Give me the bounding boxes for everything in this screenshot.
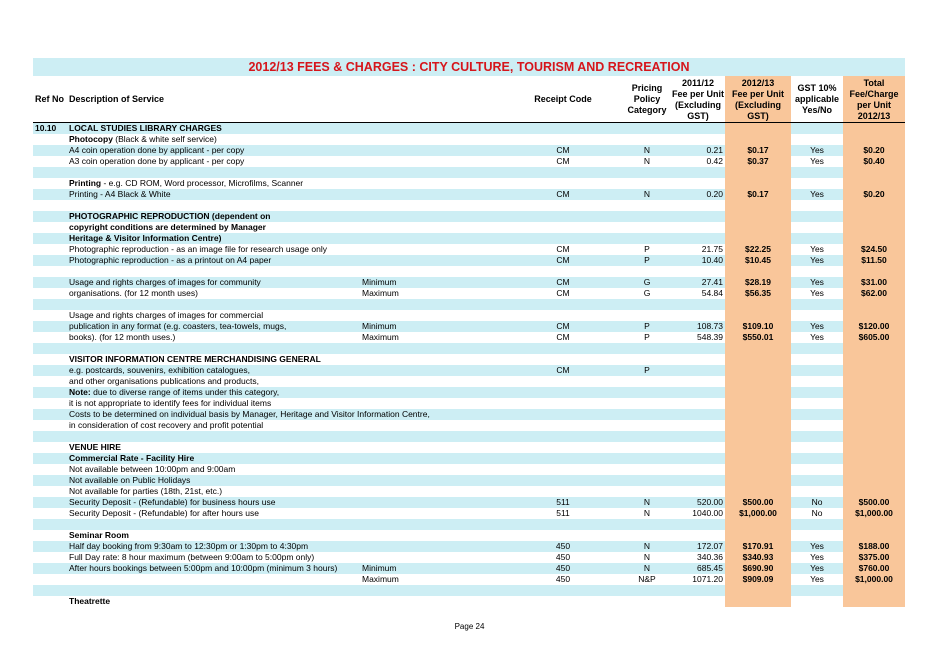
fee-2012-13-cell-bg bbox=[725, 178, 791, 189]
description-text: Half day booking from 9:30am to 12:30pm or 1:30pm to 4:30pm bbox=[69, 541, 309, 551]
fee-2012-13-cell-bg bbox=[725, 475, 791, 486]
service-description bbox=[69, 442, 121, 453]
fee-2012-13-cell-bg bbox=[725, 530, 791, 541]
fee-2012-13: $690.90 bbox=[742, 563, 774, 573]
total-cell-bg bbox=[843, 123, 905, 134]
table-row bbox=[33, 189, 905, 200]
table-row bbox=[33, 585, 905, 596]
service-description bbox=[69, 156, 244, 167]
table-row bbox=[33, 299, 905, 310]
pricing-category: N bbox=[643, 541, 651, 551]
description-text: Printing bbox=[69, 178, 102, 188]
pricing-category: P bbox=[644, 365, 650, 375]
fee-2012-13: $109.10 bbox=[742, 321, 774, 331]
pricing-category: N bbox=[643, 145, 651, 155]
service-description bbox=[69, 420, 263, 431]
description-text: and other organisations publications and products, bbox=[69, 376, 259, 386]
service-description bbox=[69, 145, 244, 156]
fee-2011-12: 1071.20 bbox=[692, 574, 723, 584]
fee-2012-13-cell-bg bbox=[725, 167, 791, 178]
service-description bbox=[69, 387, 279, 398]
total-cell-bg bbox=[843, 475, 905, 486]
service-description bbox=[69, 244, 327, 255]
receipt-code: CM bbox=[556, 189, 570, 199]
range-label: Maximum bbox=[362, 288, 399, 298]
description-text: After hours bookings between 5:00pm and 10:00pm (minimum 3 hours) bbox=[69, 563, 338, 573]
gst-applicable: Yes bbox=[810, 244, 824, 254]
table-row bbox=[33, 530, 905, 541]
gst-applicable: No bbox=[811, 497, 823, 507]
fee-2011-12: 0.20 bbox=[706, 189, 723, 199]
range-label: Maximum bbox=[362, 574, 399, 584]
total-cell-bg bbox=[843, 178, 905, 189]
total-cell-bg bbox=[843, 409, 905, 420]
description-text: Seminar Room bbox=[69, 530, 129, 540]
fee-2012-13-cell-bg bbox=[725, 343, 791, 354]
table-row bbox=[33, 343, 905, 354]
table-row bbox=[33, 332, 905, 343]
table-row bbox=[33, 156, 905, 167]
description-text: Note: bbox=[69, 387, 91, 397]
receipt-code: CM bbox=[556, 277, 570, 287]
total-cell-bg bbox=[843, 167, 905, 178]
total-cell-bg bbox=[843, 310, 905, 321]
total-fee: $605.00 bbox=[858, 332, 890, 342]
service-description bbox=[69, 530, 129, 541]
description-text: A4 coin operation done by applicant - per copy bbox=[69, 145, 245, 155]
total-cell-bg bbox=[843, 354, 905, 365]
table-row bbox=[33, 475, 905, 486]
table-row bbox=[33, 365, 905, 376]
table-row bbox=[33, 486, 905, 497]
total-cell-bg bbox=[843, 464, 905, 475]
table-row bbox=[33, 321, 905, 332]
fee-2011-12: 21.75 bbox=[701, 244, 723, 254]
service-description bbox=[69, 464, 235, 475]
receipt-code: CM bbox=[556, 365, 570, 375]
service-description bbox=[69, 376, 259, 387]
fee-2012-13: $0.17 bbox=[747, 189, 769, 199]
service-description bbox=[69, 310, 263, 321]
total-cell-bg bbox=[843, 530, 905, 541]
fee-2012-13-cell-bg bbox=[725, 354, 791, 365]
gst-applicable: Yes bbox=[810, 255, 824, 265]
header-receipt-code: Receipt Code bbox=[534, 94, 592, 104]
fee-2012-13-cell-bg bbox=[725, 299, 791, 310]
total-cell-bg bbox=[843, 365, 905, 376]
receipt-code: CM bbox=[556, 156, 570, 166]
fee-2011-12: 548.39 bbox=[697, 332, 723, 342]
description-rest: due to diverse range of items under this category, bbox=[90, 387, 280, 397]
fee-2012-13: $10.45 bbox=[745, 255, 771, 265]
table-row bbox=[33, 442, 905, 453]
header-2012-13-fee: 2012/13 Fee per Unit (Excluding GST) bbox=[731, 78, 784, 121]
pricing-category: G bbox=[643, 277, 651, 287]
pricing-category: P bbox=[644, 255, 650, 265]
total-cell-bg bbox=[843, 585, 905, 596]
description-text: Heritage & Visitor Information Centre) bbox=[69, 233, 222, 243]
table-row bbox=[33, 519, 905, 530]
description-text: Security Deposit - (Refundable) for after hours use bbox=[69, 508, 259, 518]
receipt-code: 450 bbox=[555, 541, 571, 551]
description-text: Costs to be determined on individual basis by Manager, Heritage and Visitor Information Centre, bbox=[69, 409, 430, 419]
fee-2012-13: $909.09 bbox=[742, 574, 774, 584]
service-description bbox=[69, 541, 308, 552]
header-gst: GST 10% applicable Yes/No bbox=[794, 83, 839, 115]
fee-2012-13-cell-bg bbox=[725, 365, 791, 376]
table-row bbox=[33, 354, 905, 365]
description-text: copyright conditions are determined by Manager bbox=[69, 222, 266, 232]
service-description bbox=[69, 486, 222, 497]
gst-applicable: Yes bbox=[810, 189, 824, 199]
table-row bbox=[33, 387, 905, 398]
fee-2012-13: $56.35 bbox=[745, 288, 771, 298]
header-ref-no: Ref No bbox=[35, 94, 64, 104]
gst-applicable: Yes bbox=[810, 541, 824, 551]
receipt-code: CM bbox=[556, 332, 570, 342]
service-description bbox=[69, 178, 303, 189]
description-text: Printing - A4 Black & White bbox=[69, 189, 171, 199]
table-row bbox=[33, 277, 905, 288]
total-fee: $0.40 bbox=[863, 156, 885, 166]
total-cell-bg bbox=[843, 442, 905, 453]
total-fee: $24.50 bbox=[861, 244, 887, 254]
pricing-category: N bbox=[643, 189, 651, 199]
total-fee: $0.20 bbox=[863, 189, 885, 199]
table-row bbox=[33, 453, 905, 464]
fee-2012-13-cell-bg bbox=[725, 123, 791, 134]
fee-2012-13: $22.25 bbox=[745, 244, 771, 254]
page-number: Page 24 bbox=[454, 622, 485, 631]
fee-2012-13-cell-bg bbox=[725, 200, 791, 211]
table-row bbox=[33, 233, 905, 244]
page-title: 2012/13 FEES & CHARGES : CITY CULTURE, TOURISM AND RECREATION bbox=[248, 60, 690, 74]
fee-2012-13: $1,000.00 bbox=[739, 508, 777, 518]
pricing-category: N bbox=[643, 497, 651, 507]
table-row bbox=[33, 123, 905, 134]
receipt-code: CM bbox=[556, 244, 570, 254]
gst-applicable: Yes bbox=[810, 156, 824, 166]
fee-2012-13-cell-bg bbox=[725, 376, 791, 387]
description-text: in consideration of cost recovery and profit potential bbox=[69, 420, 264, 430]
total-cell-bg bbox=[843, 299, 905, 310]
fee-2012-13-cell-bg bbox=[725, 398, 791, 409]
fee-2012-13-cell-bg bbox=[725, 420, 791, 431]
description-text: Security Deposit - (Refundable) for business hours use bbox=[69, 497, 276, 507]
total-fee: $760.00 bbox=[858, 563, 890, 573]
fee-2011-12: 340.36 bbox=[697, 552, 723, 562]
table-row bbox=[33, 288, 905, 299]
description-text: A3 coin operation done by applicant - per copy bbox=[69, 156, 245, 166]
gst-applicable: Yes bbox=[810, 145, 824, 155]
service-description bbox=[69, 497, 275, 508]
total-fee: $188.00 bbox=[858, 541, 890, 551]
description-text: e.g. postcards, souvenirs, exhibition catalogues, bbox=[69, 365, 250, 375]
fee-2012-13-cell-bg bbox=[725, 409, 791, 420]
total-fee: $62.00 bbox=[861, 288, 887, 298]
table-row bbox=[33, 508, 905, 519]
fee-2011-12: 0.42 bbox=[706, 156, 723, 166]
total-fee: $1,000.00 bbox=[855, 574, 893, 584]
total-cell-bg bbox=[843, 200, 905, 211]
table-row bbox=[33, 420, 905, 431]
table-row bbox=[33, 222, 905, 233]
table-row bbox=[33, 376, 905, 387]
fee-2011-12: 172.07 bbox=[697, 541, 723, 551]
description-text: Not available between 10:00pm and 9:00am bbox=[69, 464, 236, 474]
service-description bbox=[69, 398, 271, 409]
range-label: Minimum bbox=[362, 321, 397, 331]
service-description bbox=[69, 134, 217, 145]
table-row bbox=[33, 255, 905, 266]
pricing-category: N bbox=[643, 552, 651, 562]
table-row bbox=[33, 464, 905, 475]
total-cell-bg bbox=[843, 596, 905, 607]
fee-2012-13: $170.91 bbox=[742, 541, 774, 551]
pricing-category: P bbox=[644, 321, 650, 331]
fee-2012-13-cell-bg bbox=[725, 266, 791, 277]
fee-2012-13: $0.17 bbox=[747, 145, 769, 155]
pricing-category: P bbox=[644, 244, 650, 254]
description-text: Usage and rights charges of images for community bbox=[69, 277, 261, 287]
table-row bbox=[33, 211, 905, 222]
total-cell-bg bbox=[843, 222, 905, 233]
total-fee: $31.00 bbox=[861, 277, 887, 287]
service-description bbox=[69, 563, 337, 574]
table-row bbox=[33, 431, 905, 442]
description-rest: (Black & white self service) bbox=[112, 134, 217, 144]
description-text: VISITOR INFORMATION CENTRE MERCHANDISING GENERAL bbox=[69, 354, 321, 364]
receipt-code: 450 bbox=[555, 563, 571, 573]
table-row bbox=[33, 134, 905, 145]
description-text: books). (for 12 month uses.) bbox=[69, 332, 176, 342]
description-text: PHOTOGRAPHIC REPRODUCTION (dependent on bbox=[69, 211, 271, 221]
pricing-category: N bbox=[643, 508, 651, 518]
description-text: Not available for parties (18th, 21st, etc.) bbox=[69, 486, 223, 496]
receipt-code: 511 bbox=[556, 497, 570, 507]
header-description: Description of Service bbox=[69, 94, 165, 104]
table-row bbox=[33, 574, 905, 585]
total-fee: $375.00 bbox=[858, 552, 890, 562]
total-cell-bg bbox=[843, 431, 905, 442]
description-text: publication in any format (e.g. coasters, tea-towels, mugs, bbox=[69, 321, 287, 331]
fee-2011-12: 520.00 bbox=[697, 497, 723, 507]
table-row bbox=[33, 310, 905, 321]
header-2011-12-fee: 2011/12 Fee per Unit (Excluding GST) bbox=[671, 78, 724, 121]
table-row bbox=[33, 145, 905, 156]
description-text: Photocopy bbox=[69, 134, 113, 144]
table-row bbox=[33, 552, 905, 563]
service-description bbox=[69, 552, 314, 563]
total-cell-bg bbox=[843, 420, 905, 431]
fee-2012-13-cell-bg bbox=[725, 453, 791, 464]
table-row bbox=[33, 596, 905, 607]
description-text: Commercial Rate - Facility Hire bbox=[69, 453, 195, 463]
service-description bbox=[69, 222, 266, 233]
table-row bbox=[33, 541, 905, 552]
service-description bbox=[69, 211, 271, 222]
fee-2011-12: 685.45 bbox=[697, 563, 723, 573]
total-fee: $500.00 bbox=[858, 497, 890, 507]
service-description bbox=[69, 233, 221, 244]
table-row bbox=[33, 409, 905, 420]
fee-2012-13-cell-bg bbox=[725, 519, 791, 530]
total-cell-bg bbox=[843, 266, 905, 277]
table-row bbox=[33, 167, 905, 178]
fee-2012-13-cell-bg bbox=[725, 222, 791, 233]
fee-2012-13-cell-bg bbox=[725, 442, 791, 453]
total-fee: $120.00 bbox=[858, 321, 890, 331]
total-fee: $1,000.00 bbox=[855, 508, 893, 518]
pricing-category: N bbox=[643, 156, 651, 166]
gst-applicable: No bbox=[811, 508, 823, 518]
total-cell-bg bbox=[843, 211, 905, 222]
receipt-code: 450 bbox=[555, 552, 571, 562]
header-total: Total Fee/Charge per Unit 2012/13 bbox=[849, 78, 899, 121]
pricing-category: N bbox=[643, 563, 651, 573]
total-cell-bg bbox=[843, 387, 905, 398]
ref-number: 10.10 bbox=[35, 123, 57, 133]
table-row bbox=[33, 244, 905, 255]
service-description bbox=[69, 475, 190, 486]
pricing-category: N&P bbox=[638, 574, 656, 584]
service-description bbox=[69, 453, 194, 464]
receipt-code: CM bbox=[556, 288, 570, 298]
fee-2011-12: 1040.00 bbox=[692, 508, 723, 518]
total-cell-bg bbox=[843, 233, 905, 244]
service-description bbox=[69, 365, 250, 376]
fee-2012-13-cell-bg bbox=[725, 596, 791, 607]
description-text: Photographic reproduction - as a printout on A4 paper bbox=[69, 255, 272, 265]
header-pricing-policy: Pricing Policy Category bbox=[627, 83, 667, 115]
fee-2012-13-cell-bg bbox=[725, 585, 791, 596]
receipt-code: CM bbox=[556, 145, 570, 155]
description-rest: - e.g. CD ROM, Word processor, Microfilms, Scanner bbox=[101, 178, 304, 188]
description-text: LOCAL STUDIES LIBRARY CHARGES bbox=[69, 123, 222, 133]
receipt-code: CM bbox=[556, 321, 570, 331]
fee-2012-13-cell-bg bbox=[725, 211, 791, 222]
service-description bbox=[69, 277, 261, 288]
fee-2012-13-cell-bg bbox=[725, 464, 791, 475]
receipt-code: CM bbox=[556, 255, 570, 265]
table-row bbox=[33, 266, 905, 277]
gst-applicable: Yes bbox=[810, 552, 824, 562]
fee-2012-13: $0.37 bbox=[747, 156, 769, 166]
table-row bbox=[33, 398, 905, 409]
gst-applicable: Yes bbox=[810, 574, 824, 584]
description-text: Full Day rate: 8 hour maximum (between 9:00am to 5:00pm only) bbox=[69, 552, 315, 562]
fee-2011-12: 54.84 bbox=[701, 288, 723, 298]
fee-2012-13-cell-bg bbox=[725, 233, 791, 244]
service-description bbox=[69, 321, 286, 332]
total-cell-bg bbox=[843, 343, 905, 354]
description-text: Photographic reproduction - as an image file for research usage only bbox=[69, 244, 327, 254]
gst-applicable: Yes bbox=[810, 321, 824, 331]
fee-2012-13: $550.01 bbox=[742, 332, 774, 342]
total-fee: $0.20 bbox=[863, 145, 885, 155]
total-cell-bg bbox=[843, 453, 905, 464]
range-label: Minimum bbox=[362, 277, 397, 287]
fee-2012-13-cell-bg bbox=[725, 387, 791, 398]
gst-applicable: Yes bbox=[810, 277, 824, 287]
fee-2012-13-cell-bg bbox=[725, 431, 791, 442]
range-label: Minimum bbox=[362, 563, 397, 573]
fee-2012-13-cell-bg bbox=[725, 134, 791, 145]
pricing-category: G bbox=[643, 288, 651, 298]
table-row bbox=[33, 563, 905, 574]
service-description bbox=[69, 255, 271, 266]
receipt-code: 511 bbox=[556, 508, 570, 518]
service-description bbox=[69, 409, 430, 420]
table-row bbox=[33, 200, 905, 211]
description-text: it is not appropriate to identify fees for individual items bbox=[69, 398, 272, 408]
service-description bbox=[69, 354, 321, 365]
total-fee: $11.50 bbox=[861, 255, 887, 265]
total-cell-bg bbox=[843, 398, 905, 409]
pricing-category: P bbox=[644, 332, 650, 342]
service-description bbox=[69, 288, 198, 299]
service-description bbox=[69, 189, 171, 200]
receipt-code: 450 bbox=[555, 574, 571, 584]
total-cell-bg bbox=[843, 519, 905, 530]
gst-applicable: Yes bbox=[810, 332, 824, 342]
table-row bbox=[33, 497, 905, 508]
description-text: Not available on Public Holidays bbox=[69, 475, 191, 485]
total-cell-bg bbox=[843, 486, 905, 497]
gst-applicable: Yes bbox=[810, 563, 824, 573]
fee-2012-13: $28.19 bbox=[745, 277, 771, 287]
fee-2012-13-cell-bg bbox=[725, 310, 791, 321]
table-row bbox=[33, 178, 905, 189]
total-cell-bg bbox=[843, 134, 905, 145]
fee-2011-12: 10.40 bbox=[701, 255, 723, 265]
fee-2011-12: 108.73 bbox=[697, 321, 723, 331]
description-text: organisations. (for 12 month uses) bbox=[69, 288, 198, 298]
fee-2012-13: $340.93 bbox=[742, 552, 774, 562]
gst-applicable: Yes bbox=[810, 288, 824, 298]
total-cell-bg bbox=[843, 376, 905, 387]
fee-2011-12: 27.41 bbox=[701, 277, 723, 287]
range-label: Maximum bbox=[362, 332, 399, 342]
description-text: Theatrette bbox=[69, 596, 111, 606]
service-description bbox=[69, 123, 222, 134]
description-text: Usage and rights charges of images for commercial bbox=[69, 310, 264, 320]
service-description bbox=[69, 332, 175, 343]
service-description bbox=[69, 508, 259, 519]
description-text: VENUE HIRE bbox=[69, 442, 121, 452]
fee-2011-12: 0.21 bbox=[706, 145, 723, 155]
service-description bbox=[69, 596, 110, 607]
fee-2012-13-cell-bg bbox=[725, 486, 791, 497]
fee-2012-13: $500.00 bbox=[742, 497, 774, 507]
